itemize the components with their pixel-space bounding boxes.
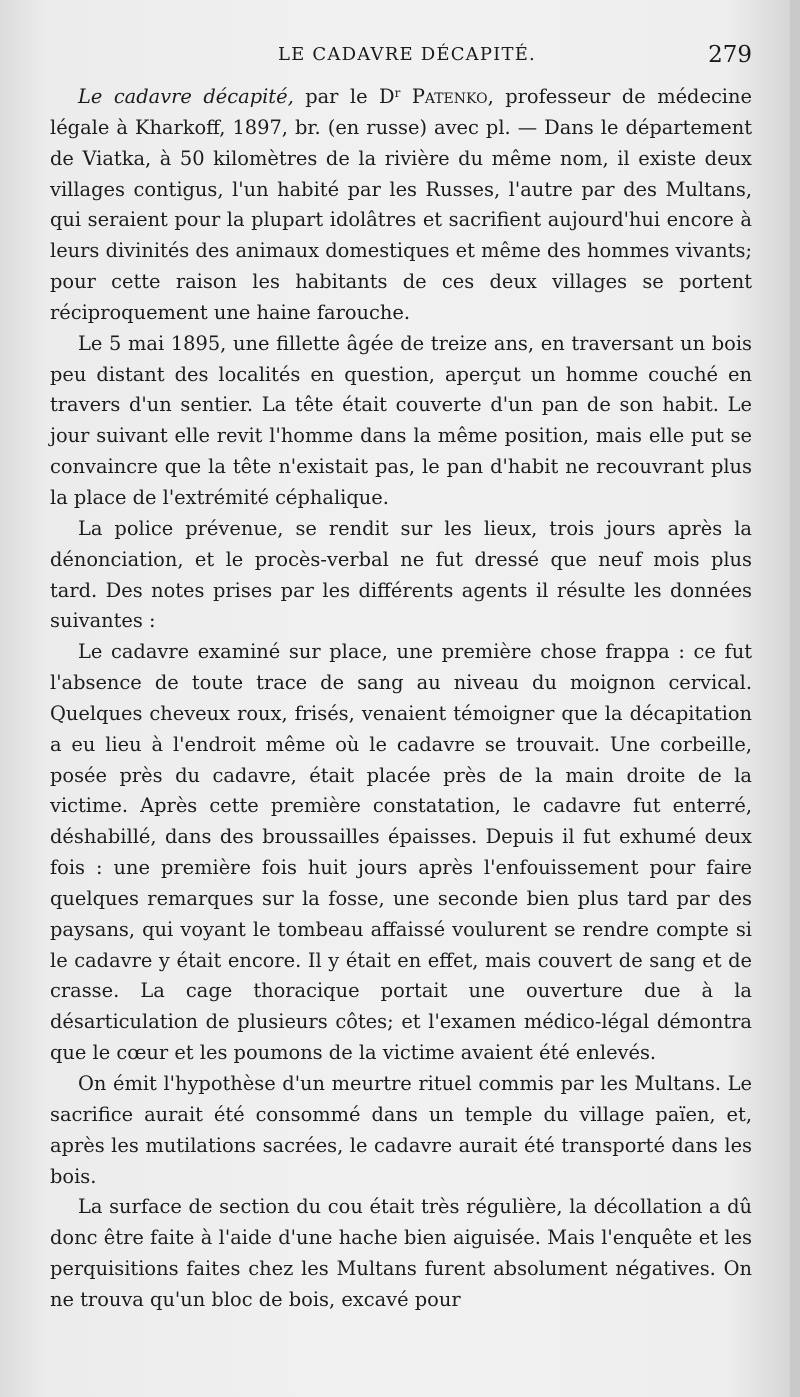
paragraph-4: Le cadavre examiné sur place, une première chose frappa : ce fut l'absence de toute trace de sang au niveau du moignon cervical. Quelques cheveux roux, frisés, venaient témoigner que la décapitation a eu lieu à l'endroit même où le cadavre se trouvait. Une corbeille, posée près du cadavre, était placée près de la main droite de la victime. Après cette première constatation, le cadavre fut enterré, déshabillé, dans des broussailles épaisses. Depuis il fut exhumé deux fois : une première fois huit jours après l'enfouissement pour faire quelques remarques sur la fosse, une seconde bien plus tard par des paysans, qui voyant le tombeau affaissé voulurent se rendre compte si le cadavre y était encore. Il y était en effet, mais couvert de sang et de crasse. La cage thoracique portait une ouverture due à la désarticulation de plusieurs côtes; et l'examen médico-légal démontra que le cœur et les poumons de la victime avaient été enlevés. <box>50 640 752 1065</box>
doctor-superscript: r <box>394 86 401 100</box>
paragraph-2: Le 5 mai 1895, une fillette âgée de treize ans, en traversant un bois peu distant des localités en question, aperçut un homme couché en travers d'un sentier. La tête était couverte d'un pan de son habit. Le jour suivant elle revit l'homme dans la même position, mais elle put se convaincre que la tête n'existait pas, le pan d'habit ne recouvrant plus la place de l'extrémité céphalique. <box>50 331 752 509</box>
page-edge <box>790 0 800 1397</box>
running-title: LE CADAVRE DÉCAPITÉ. <box>278 44 536 65</box>
running-header <box>0 44 790 74</box>
paragraph-3: La police prévenue, se rendit sur les lieux, trois jours après la dénonciation, et le procès-verbal ne fut dressé que neuf mois plus tard. Des notes prises par les différents agents il résulte les données suivantes : <box>50 516 752 633</box>
paragraph-1 <box>50 82 752 329</box>
book-title: Le cadavre décapité, <box>78 85 294 108</box>
author-name: Patenko <box>400 85 488 108</box>
paragraph-5: On émit l'hypothèse d'un meurtre rituel commis par les Multans. Le sacrifice aurait été consommé dans un temple du village païen, et, après les mutilations sacrées, le cadavre aurait été transporté dans les bois. <box>50 1072 752 1188</box>
body-text <box>50 82 752 1316</box>
paragraph-6: La surface de section du cou était très régulière, la décollation a dû donc être faite à l'aide d'une hache bien aiguisée. Mais l'enquête et les perquisitions faites chez les Multans furent absolument négatives. On ne trouva qu'un bloc de bois, excavé pour <box>50 1195 752 1311</box>
paragraph-1-text-b: , professeur de médecine légale à Kharkoff, 1897, br. (en russe) avec pl. — Dans le département de Viatka, à 50 kilomètres de la rivière du même nom, il existe deux villages contigus, l'un habité par les Russes, l'autre par des Multans, qui seraient pour la plupart idolâtres et sacrifient aujourd'hui encore à leurs divinités des animaux domestiques et même des hommes vivants; pour cette raison les habitants de ces deux villages se portent réciproquement une haine farouche. <box>50 85 752 324</box>
paragraph-1-text-a: par le D <box>293 85 395 108</box>
page-number: 279 <box>708 42 752 68</box>
